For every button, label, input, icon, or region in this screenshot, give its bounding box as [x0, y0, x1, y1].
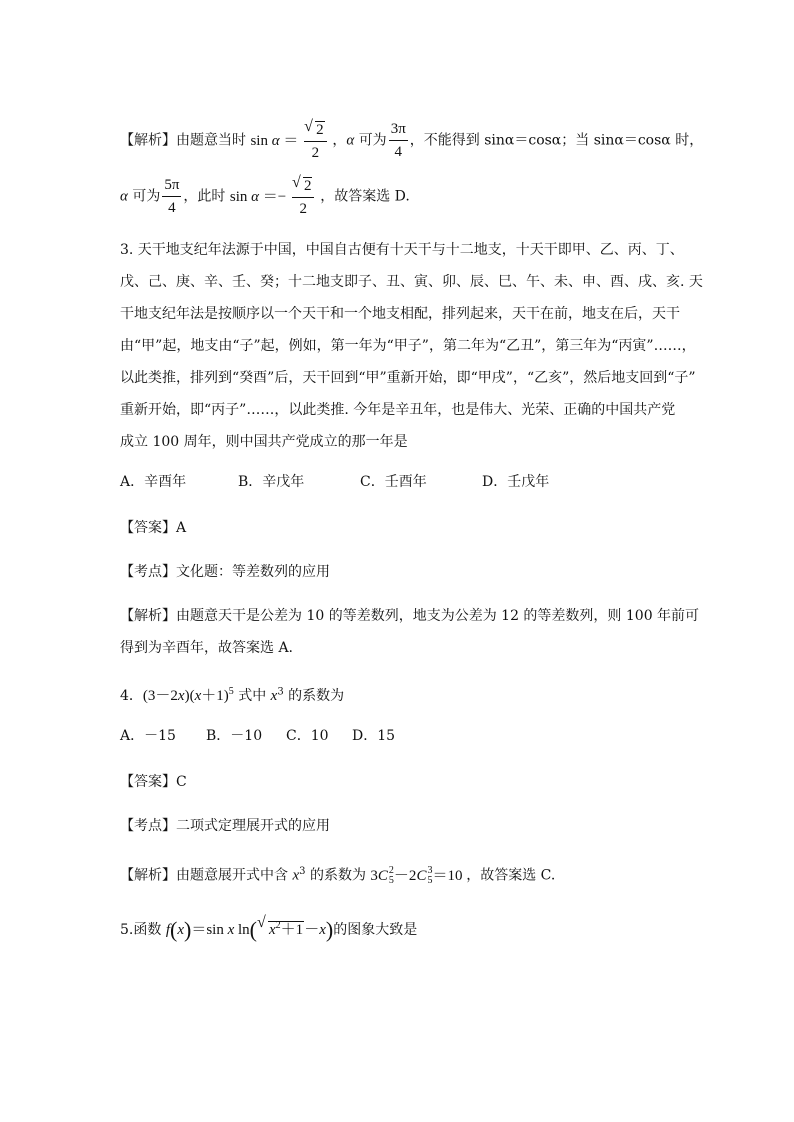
q3-analysis-1: 【解析】由题意天干是公差为 10 的等差数列，地支为公差为 12 的等差数列，则 100 年前可: [120, 608, 700, 624]
combination-expression: 3C 2 5 －2C 3 5 ＝10: [370, 865, 463, 887]
math-expression: sin α ＝− √ $\frac{2}{2}$: [230, 189, 320, 205]
q4-options: [120, 726, 395, 746]
function-expression: f(x)＝sin x ln(√ $x^2+1-x$): [166, 922, 333, 938]
q4-point: 【考点】二项式定理展开式的应用: [120, 818, 330, 834]
q4-option-c: C．10: [286, 728, 329, 744]
q3-line-6: 重新开始，即“丙子”……，以此类推. 今年是辛丑年，也是伟大、光荣、正确的中国共产党: [120, 402, 676, 418]
solution-line-2: α 可为 $\frac{5\pi}{4}$ ，此时 sin α ＝− √ $\frac{2}{2}$ ，故答案选 D.: [120, 174, 410, 220]
solution-label: 【解析】: [120, 132, 176, 149]
q4-stem: 4．$(3-2x)(x+1)^5$ 式中 $x^3$ 的系数为: [120, 686, 345, 704]
q3-option-c: C．壬酉年: [360, 474, 427, 490]
q3-answer: 【答案】A: [120, 520, 187, 536]
q3-analysis-2: 得到为辛酉年，故答案选 A.: [120, 640, 294, 656]
q3-option-d: D．壬戊年: [482, 474, 550, 490]
q3-point: 【考点】文化题：等差数列的应用: [120, 564, 330, 580]
q3-line-5: 以此类推，排列到“癸酉”后，天干回到“甲”重新开始，即“甲戌”，“乙亥”，然后地支回到“子”: [120, 370, 696, 386]
q4-option-b: B．－10: [206, 728, 263, 744]
q3-line-7: 成立 100 周年，则中国共产党成立的那一年是: [120, 434, 408, 450]
q3-option-a: A．辛酉年: [120, 474, 187, 490]
q3-options: [120, 472, 549, 492]
q3-option-b: B．辛戊年: [238, 474, 305, 490]
math-expression: sin α ＝ √ $\frac{2}{2}$: [250, 133, 332, 149]
q4-analysis: 【解析】由题意展开式中含 $x^3$ 的系数为 3C 2 5 －2C 3 5 ＝10 ，故答案选 C.: [120, 865, 556, 887]
fraction: $\frac{3\pi}{4}$: [389, 118, 408, 163]
fraction: √ $\frac{2}{2}$: [304, 119, 327, 164]
q3-line-4: 由“甲”起，地支由“子”起，例如，第一年为“甲子”，第二年为“乙丑”，第三年为“丙寅”……，: [120, 338, 696, 354]
q3-line-1: 3. 天干地支纪年法源于中国，中国自古便有十天干与十二地支，十天干即甲、乙、丙、丁、: [120, 242, 684, 258]
q4-answer: 【答案】C: [120, 774, 187, 790]
q4-option-d: D．15: [352, 728, 396, 744]
q5-stem: 5.函数 f(x)＝sin x ln(√ $x^2+1-x$)的图象大致是: [120, 916, 417, 940]
solution-line-1: 【解析】由题意当时 sin α ＝ √ $\frac{2}{2}$ ，α 可为 $\frac{3\pi}{4}$ ，不能得到 sinα＝cosα；当 sinα＝cosα 时，: [120, 118, 703, 164]
q4-option-a: A．－15: [120, 728, 176, 744]
fraction: $\frac{5\pi}{4}$: [162, 174, 181, 219]
q3-line-3: 干地支纪年法是按顺序以一个天干和一个地支相配，排列起来，天干在前，地支在后，天干: [120, 306, 680, 322]
q3-line-2: 戊、己、庚、辛、壬、癸；十二地支即子、丑、寅、卯、辰、巳、午、未、申、酉、戌、亥. 天: [120, 274, 703, 290]
